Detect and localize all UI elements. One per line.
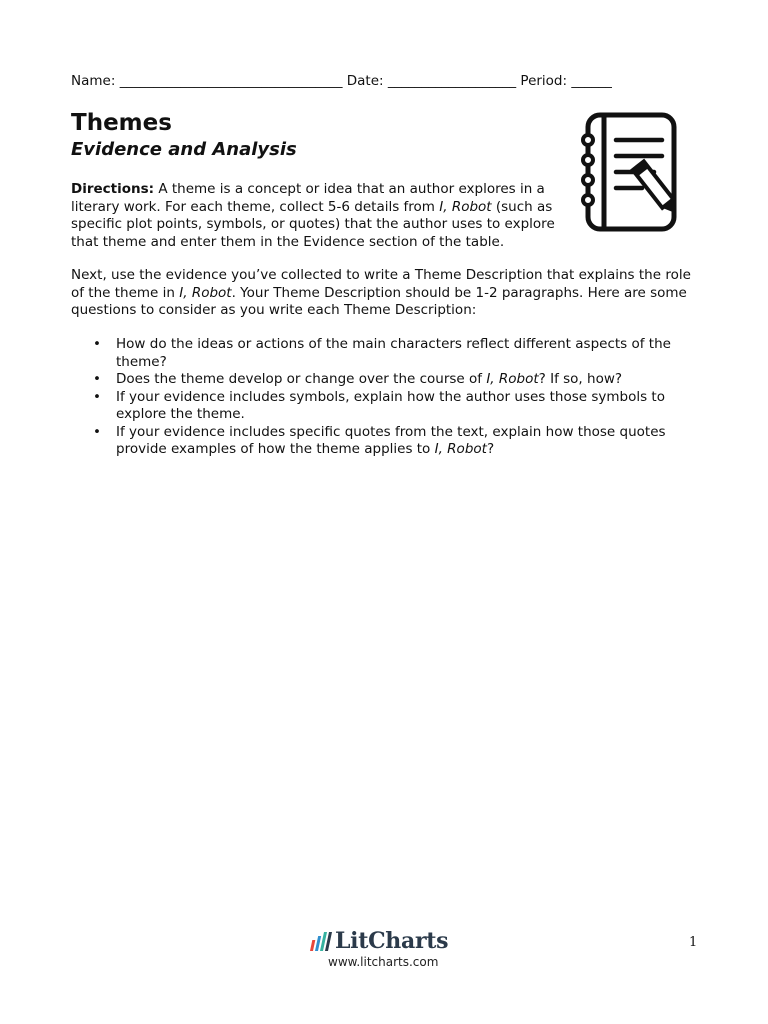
date-label: Date: bbox=[346, 73, 384, 89]
list-item bbox=[71, 424, 691, 459]
name-blank: _________________________________ bbox=[119, 73, 343, 89]
list-item-text: How do the ideas or actions of the main characters reflect different aspects of the theme? bbox=[116, 336, 671, 370]
book-title: I, Robot bbox=[434, 441, 487, 457]
list-item-text: ? If so, how? bbox=[538, 371, 623, 387]
directions-label: Directions: bbox=[71, 181, 155, 197]
notebook-pencil-icon bbox=[578, 110, 698, 235]
question-list bbox=[71, 336, 691, 459]
list-item-text: If your evidence includes symbols, explain how the author uses those symbols to explore the theme. bbox=[116, 388, 665, 422]
list-item bbox=[71, 389, 691, 424]
list-item-text: Does the theme develop or change over the course of bbox=[116, 371, 487, 387]
directions-text-2: (such as specific plot points, symbols, or quotes) that the author uses to explore that theme and enter them in the Evidence section of the table. bbox=[71, 198, 555, 250]
book-title: I, Robot bbox=[439, 198, 492, 215]
list-item-text: ? bbox=[486, 441, 495, 457]
page-title: Themes bbox=[71, 110, 172, 136]
date-blank: ___________________ bbox=[387, 73, 517, 89]
brand-name: LitCharts bbox=[335, 928, 449, 954]
logo-bars-icon bbox=[310, 932, 332, 951]
website-url: www.litcharts.com bbox=[328, 955, 439, 969]
page-number: 1 bbox=[689, 935, 698, 950]
next-text-2: . Your Theme Description should be 1-2 paragraphs. Here are some questions to consider as you write each Theme Description: bbox=[71, 284, 687, 318]
book-title: I, Robot bbox=[486, 371, 539, 387]
next-paragraph bbox=[71, 267, 691, 320]
directions-paragraph bbox=[71, 181, 561, 251]
litcharts-logo bbox=[312, 928, 448, 954]
name-label: Name: bbox=[71, 73, 116, 89]
student-info-line bbox=[71, 73, 612, 89]
directions-text-1: A theme is a concept or idea that an author explores in a literary work. For each theme, collect 5-6 details from bbox=[71, 181, 545, 215]
list-item-text: If your evidence includes specific quotes from the text, explain how those quotes provide examples of how the theme applies to bbox=[116, 423, 666, 457]
period-blank: ______ bbox=[571, 73, 612, 89]
book-title: I, Robot bbox=[179, 284, 232, 301]
list-item bbox=[71, 371, 691, 389]
period-label: Period: bbox=[520, 73, 568, 89]
list-item bbox=[71, 336, 691, 371]
page-subtitle: Evidence and Analysis bbox=[71, 139, 297, 160]
next-text-1: Next, use the evidence you’ve collected to write a Theme Description that explains the role of the theme in bbox=[71, 267, 691, 301]
